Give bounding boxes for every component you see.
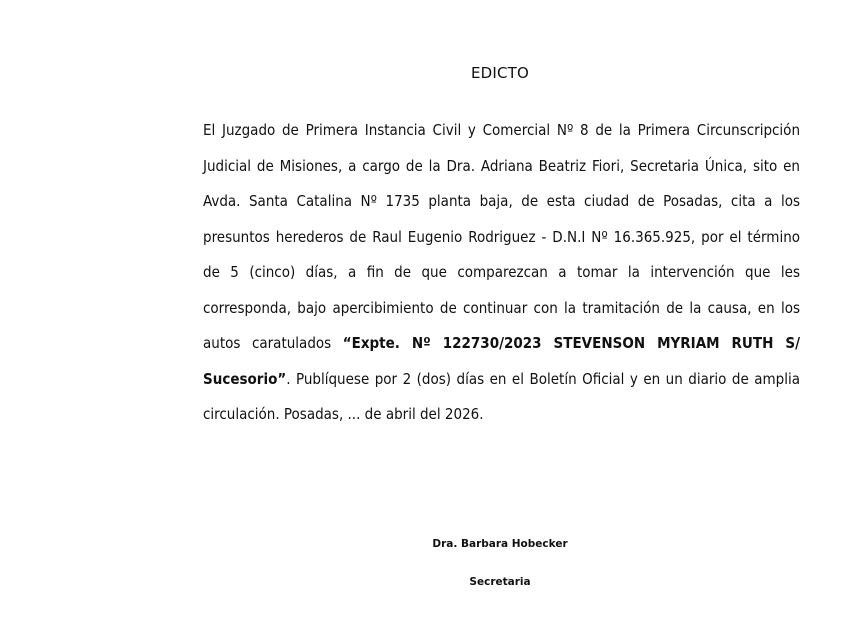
body-text-closing: . Publíquese por 2 (dos) días en el Boletín Oficial y en un diario de amplia circulación. Posadas, ... de abril del 2026.: [203, 369, 800, 423]
signatory-name: Dra. Barbara Hobecker: [432, 538, 568, 550]
case-title: “Expte. Nº 122730/2023 STEVENSON MYRIAM RUTH S/ Sucesorio”: [203, 334, 801, 388]
body-text-intro: El Juzgado de Primera Instancia Civil y Comercial Nº 8 de la Primera Circunscripción Judicial de Misiones, a cargo de la Dra. Adriana Beatriz Fiori, Secretaria Única, sito en Avda. Santa Catalina Nº 1735 planta baja, de esta ciudad de Posadas, cita a los presuntos herederos de Raul Eugenio Rodriguez - D.N.I Nº 16.365.925, por el término de 5 (cinco) días, a fin de que comparezcan a tomar la intervención que les corresponda, bajo apercibimiento de continuar con la tramitación de la causa, en los autos caratulados: [203, 121, 800, 352]
document-title: EDICTO: [470, 64, 530, 82]
signatory-role: Secretaria: [469, 576, 531, 588]
edict-body: [203, 113, 800, 433]
